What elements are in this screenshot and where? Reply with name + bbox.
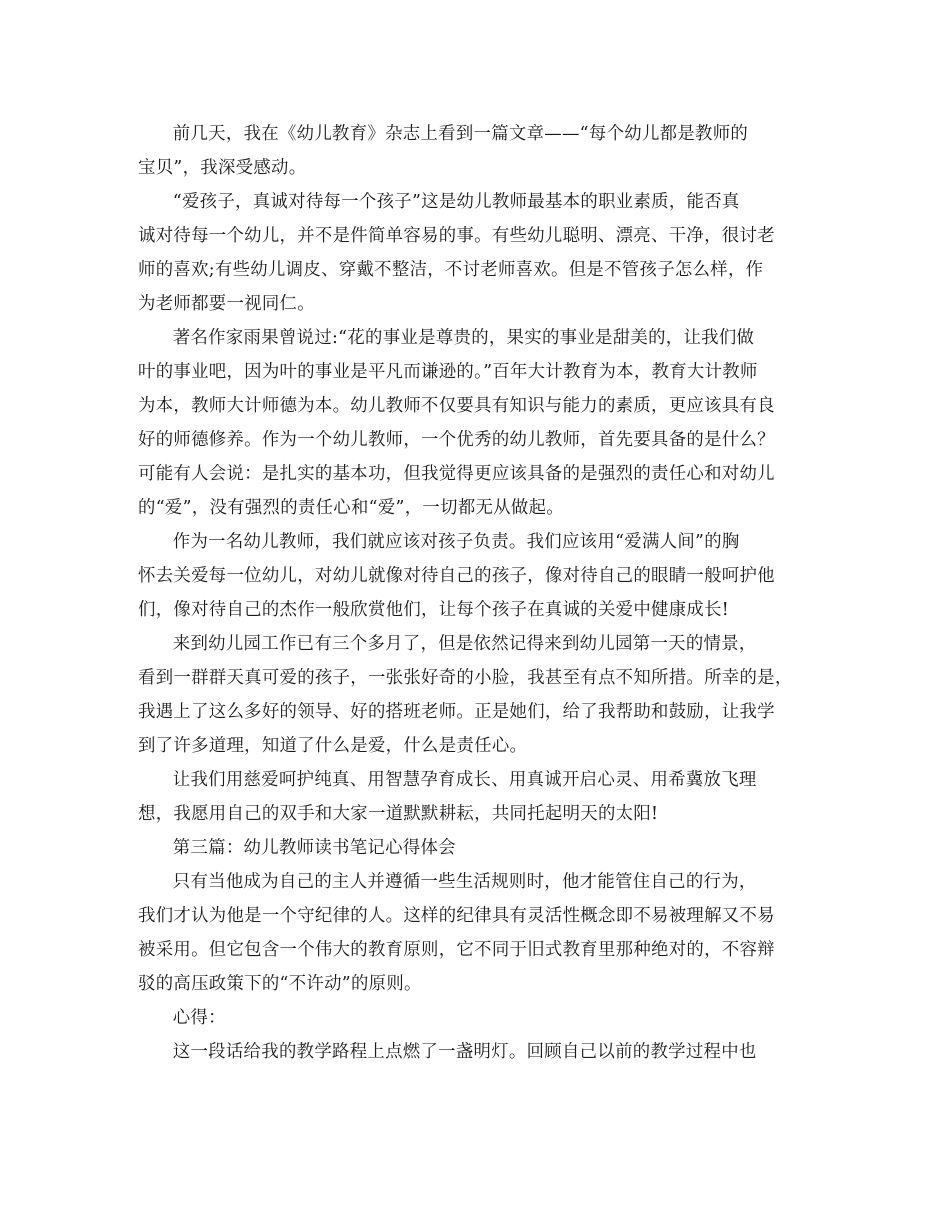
text-line: 心得： [172, 1008, 226, 1028]
text-line: “爱孩子，真诚对待每一个孩子”这是幼儿教师最基本的职业素质，能否真 [172, 192, 740, 212]
text-line: 驳的高压政策下的“不许动”的原则。 [138, 974, 422, 994]
paragraph-4 [138, 525, 814, 627]
paragraph-5 [138, 627, 814, 763]
paragraph-2 [138, 185, 814, 321]
section-heading [138, 831, 814, 865]
paragraph-1 [138, 117, 814, 185]
text-line: 我遇上了这么多好的领导、好的搭班老师。正是她们，给了我帮助和鼓励，让我学 [138, 702, 775, 722]
text-line: 的“爱”，没有强烈的责任心和“爱”，一切都无从做起。 [138, 498, 564, 518]
text-line: 著名作家雨果曾说过:“花的事业是尊贵的，果实的事业是甜美的，让我们做 [172, 328, 755, 348]
paragraph-3 [138, 321, 814, 525]
text-line: 这一段话给我的教学路程上点燃了一盏明灯。回顾自己以前的教学过程中也 [172, 1042, 757, 1062]
paragraph-8 [138, 1001, 814, 1035]
text-line: 怀去关爱每一位幼儿，对幼儿就像对待自己的孩子，像对待自己的眼睛一般呵护他 [138, 566, 775, 586]
text-line: 为本，教师大计师德为本。幼儿教师不仅要具有知识与能力的素质，更应该具有良 [138, 396, 775, 416]
text-line: 师的喜欢;有些幼儿调皮、穿戴不整洁，不讨老师喜欢。但是不管孩子怎么样，作 [138, 260, 764, 280]
text-line: 只有当他成为自己的主人并遵循一些生活规则时，他才能管住自己的行为， [172, 872, 757, 892]
heading-line: 第三篇：幼儿教师读书笔记心得体会 [172, 838, 456, 858]
text-line: 被采用。但它包含一个伟大的教育原则，它不同于旧式教育里那种绝对的，不容辩 [138, 940, 775, 960]
text-line: 看到一群群天真可爱的孩子，一张张好奇的小脸，我甚至有点不知所措。所幸的是， [138, 668, 793, 688]
text-line: 来到幼儿园工作已有三个多月了，但是依然记得来到幼儿园第一天的情景， [172, 634, 757, 654]
paragraph-6 [138, 763, 814, 831]
text-line: 让我们用慈爱呵护纯真、用智慧孕育成长、用真诚开启心灵、用希冀放飞理 [172, 770, 757, 790]
text-line: 叶的事业吧，因为叶的事业是平凡而谦逊的。”百年大计教育为本，教育大计教师 [138, 362, 758, 382]
text-line: 宝贝”，我深受感动。 [138, 158, 307, 178]
text-line: 作为一名幼儿教师，我们就应该对孩子负责。我们应该用“爱满人间”的胸 [172, 532, 740, 552]
text-line: 到了许多道理，知道了什么是爱，什么是责任心。 [138, 736, 528, 756]
text-line: 想，我愿用自己的双手和大家一道默默耕耘，共同托起明天的太阳! [138, 804, 659, 824]
text-line: 为老师都要一视同仁。 [138, 294, 315, 314]
text-line: 可能有人会说：是扎实的基本功，但我觉得更应该具备的是强烈的责任心和对幼儿 [138, 464, 775, 484]
text-line: 好的师德修养。作为一个幼儿教师，一个优秀的幼儿教师，首先要具备的是什么？ [138, 430, 775, 450]
paragraph-7 [138, 865, 814, 1001]
text-line: 前几天，我在《幼儿教育》杂志上看到一篇文章——“每个幼儿都是教师的 [172, 124, 749, 144]
text-line: 们，像对待自己的杰作一般欣赏他们，让每个孩子在真诚的关爱中健康成长! [138, 600, 730, 620]
text-line: 诚对待每一个幼儿，并不是件简单容易的事。有些幼儿聪明、漂亮、干净，很讨老 [138, 226, 775, 246]
text-line: 我们才认为他是一个守纪律的人。这样的纪律具有灵活性概念即不易被理解又不易 [138, 906, 775, 926]
paragraph-9 [138, 1035, 814, 1069]
document-body [138, 117, 814, 1069]
